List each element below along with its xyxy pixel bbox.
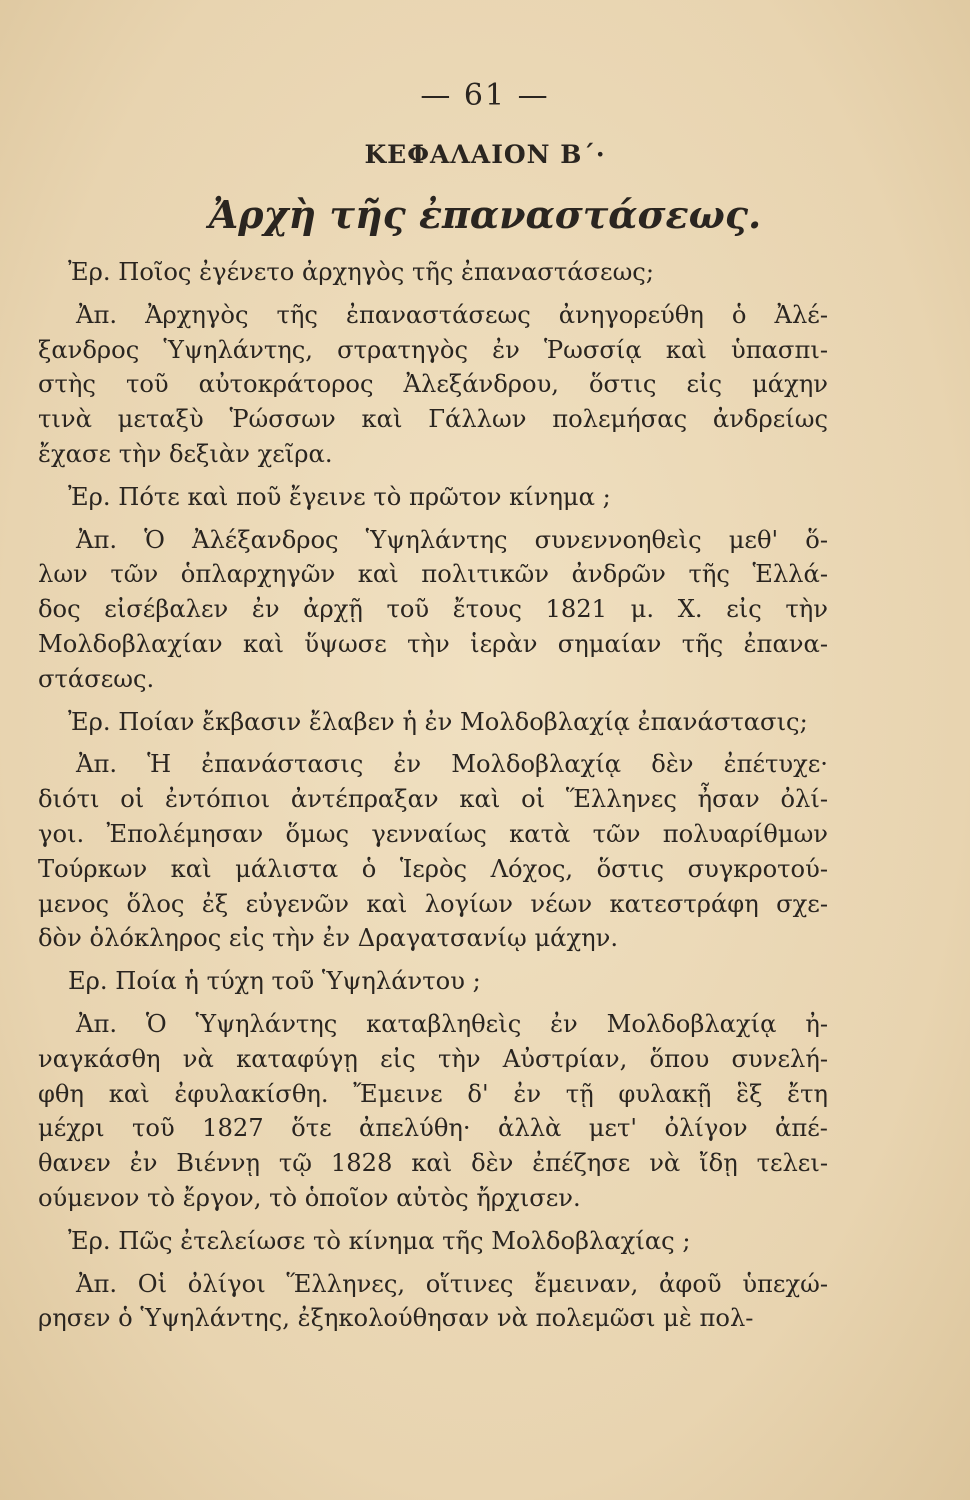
paragraph-gap xyxy=(38,472,828,480)
question-line: Ἐρ. Πῶς ἐτελείωσε τὸ κίνημα τῆς Μολδοβλαχίας ; xyxy=(68,1226,691,1255)
answer-paragraph xyxy=(38,747,828,956)
answer-line: γοι. Ἐπολέμησαν ὅμως γενναίως κατὰ τῶν πολυαρίθμων xyxy=(38,819,828,848)
answer-line: Μολδοβλαχίαν καὶ ὕψωσε τὴν ἱερὰν σημαίαν τῆς ἐπανα- xyxy=(38,629,828,658)
paragraph-gap xyxy=(38,1216,828,1224)
answer-line: στάσεως. xyxy=(38,664,155,693)
answer-line: ούμενον τὸ ἔργον, τὸ ὁποῖον αὐτὸς ἤρχισεν. xyxy=(38,1183,581,1212)
question-line: Ἐρ. Ποῖος ἐγένετο ἀρχηγὸς τῆς ἐπαναστάσεως; xyxy=(68,258,654,286)
answer-line: ναγκάσθη νὰ καταφύγῃ εἰς τὴν Αὐστρίαν, ὅπου συνελή- xyxy=(38,1044,828,1073)
answer-line: λων τῶν ὁπλαρχηγῶν καὶ πολιτικῶν ἀνδρῶν τῆς Ἑλλά- xyxy=(38,560,828,589)
answer-line: φθη καὶ ἐφυλακίσθη. Ἔμεινε δ' ἐν τῇ φυλακῇ ἓξ ἔτη xyxy=(38,1079,828,1108)
question-paragraph xyxy=(38,1224,828,1259)
question-paragraph xyxy=(38,964,828,999)
answer-line: δὸν ὁλόκληρος εἰς τὴν ἐν Δραγατσανίῳ μάχην. xyxy=(38,924,619,953)
paragraph-gap xyxy=(38,290,828,298)
page-number: — 61 — xyxy=(420,78,550,113)
answer-line: Ἀπ. Ὁ Ὑψηλάντης καταβληθεὶς ἐν Μολδοβλαχίᾳ ἠ- xyxy=(76,1009,828,1038)
answer-paragraph xyxy=(38,1267,828,1337)
question-line: Ερ. Ποία ἡ τύχη τοῦ Ὑψηλάντου ; xyxy=(68,967,481,996)
answer-line: ἔχασε τὴν δεξιὰν χεῖρα. xyxy=(38,439,333,468)
paragraph-gap xyxy=(38,956,828,964)
answer-line: μενος ὅλος ἐξ εὐγενῶν καὶ λογίων νέων κατεστράφη σχε- xyxy=(38,889,828,918)
paragraph-gap xyxy=(38,739,828,747)
answer-paragraph xyxy=(38,523,828,697)
question-paragraph xyxy=(38,480,828,515)
paragraph-gap xyxy=(38,999,828,1007)
paragraph-gap xyxy=(38,697,828,705)
question-line: Ἐρ. Πότε καὶ ποῦ ἔγεινε τὸ πρῶτον κίνημα ; xyxy=(68,482,611,511)
answer-line: Ἀπ. Ἡ ἐπανάστασις ἐν Μολδοβλαχίᾳ δὲν ἐπέτυχε· xyxy=(76,750,828,779)
paragraph-gap xyxy=(38,515,828,523)
answer-paragraph xyxy=(38,1007,828,1216)
answer-line: Ἀπ. Ὁ Ἀλέξανδρος Ὑψηλάντης συνεννοηθεὶς μεθ' ὅ- xyxy=(76,525,828,554)
chapter-heading: ΚΕΦΑΛΑΙΟΝ Β΄· xyxy=(364,140,606,169)
section-title: Ἀρχὴ τῆς ἐπαναστάσεως. xyxy=(208,192,762,237)
question-paragraph xyxy=(38,255,828,290)
answer-line: ρησεν ὁ Ὑψηλάντης, ἐξηκολούθησαν νὰ πολεμῶσι μὲ πολ- xyxy=(38,1304,754,1333)
answer-line: στὴς τοῦ αὐτοκράτορος Ἀλεξάνδρου, ὅστις εἰς μάχην xyxy=(38,370,828,399)
answer-line: Τούρκων καὶ μάλιστα ὁ Ἱερὸς Λόχος, ὅστις συγκροτού- xyxy=(38,854,828,883)
answer-line: Ἀπ. Ἀρχηγὸς τῆς ἐπαναστάσεως ἀνηγορεύθη ὁ Ἀλέ- xyxy=(76,300,828,329)
answer-line: ξανδρος Ὑψηλάντης, στρατηγὸς ἐν Ῥωσσίᾳ καὶ ὑπασπι- xyxy=(38,335,828,364)
answer-line: θανεν ἐν Βιέννῃ τῷ 1828 καὶ δὲν ἐπέζησε νὰ ἴδῃ τελει- xyxy=(38,1149,828,1178)
paragraph-gap xyxy=(38,1259,828,1267)
answer-line: δος εἰσέβαλεν ἐν ἀρχῇ τοῦ ἔτους 1821 μ. Χ. εἰς τὴν xyxy=(38,595,828,624)
body-text xyxy=(38,255,828,1336)
answer-line: διότι οἱ ἐντόπιοι ἀντέπραξαν καὶ οἱ Ἕλληνες ἦσαν ὀλί- xyxy=(38,785,828,814)
answer-line: τινὰ μεταξὺ Ῥώσσων καὶ Γάλλων πολεμήσας ἀνδρείως xyxy=(38,405,828,434)
question-paragraph xyxy=(38,705,828,740)
question-line: Ἐρ. Ποίαν ἔκβασιν ἔλαβεν ἡ ἐν Μολδοβλαχίᾳ ἐπανάστασις; xyxy=(68,707,808,736)
answer-line: μέχρι τοῦ 1827 ὅτε ἀπελύθη· ἀλλὰ μετ' ὀλίγον ἀπέ- xyxy=(38,1114,828,1143)
answer-line: Ἀπ. Οἱ ὀλίγοι Ἕλληνες, οἵτινες ἔμειναν, ἀφοῦ ὑπεχώ- xyxy=(76,1269,828,1298)
answer-paragraph xyxy=(38,298,828,472)
